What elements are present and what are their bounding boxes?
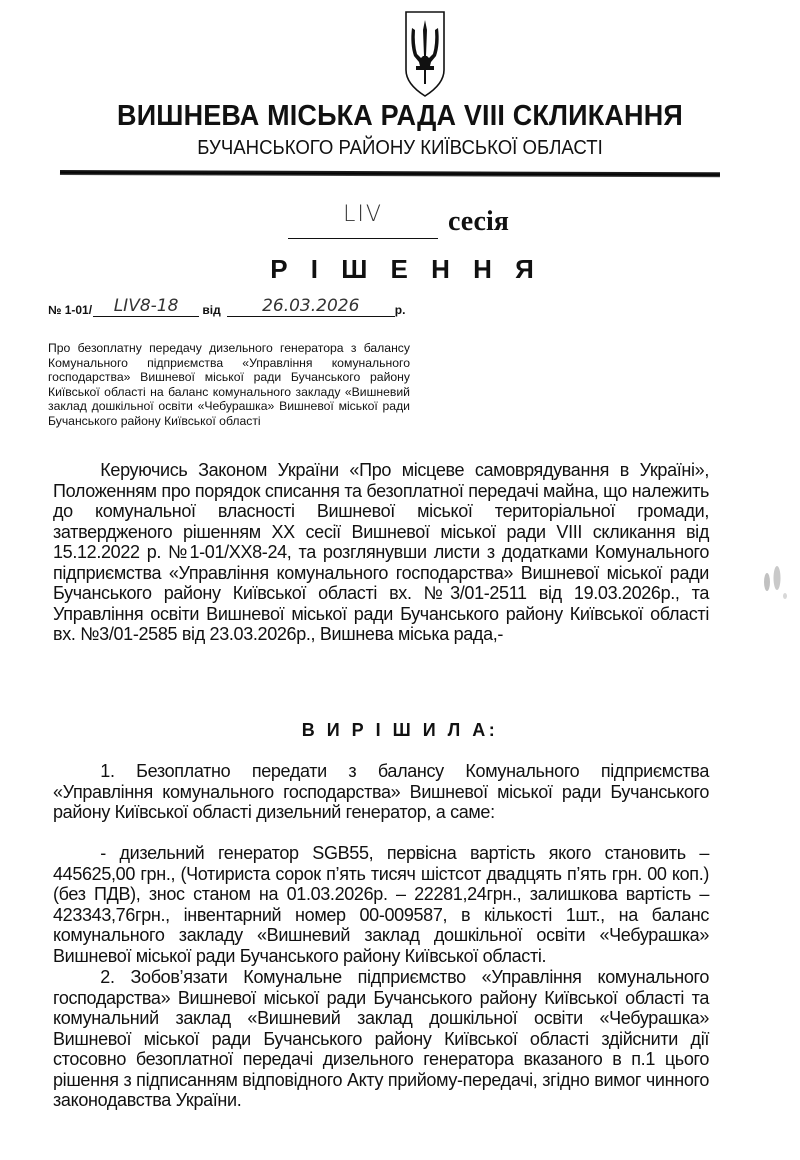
scan-smudge-mark <box>760 562 788 602</box>
decision-item-2: 2. Зобов’язати Комунальне підприємство «Управління комунального господарства» Вишневої міської ради Бучанського району Київської області та комунальний заклад «Вишневий заклад дошкільної освіти «Чебурашка» Вишневої міської ради Бучанського району Київської області здійснити дії стосовно безоплатної передачі дизельного генератора вказаного в п.1 цього рішення з підписанням відповідного Акту прийому-передачі, згідно вимог чинного законодавства України. <box>53 966 710 1110</box>
preamble-paragraph: Керуючись Законом України «Про місцеве самоврядування в Україні», Положенням про порядок списання та безоплатної передачі майна, що належить до комунальної власності Вишневої міської територіальної громади, затвердженого рішенням XX сесії Вишневої міської ради VIII скликання від 15.12.2022 р. №1-01/XX8-24, та розглянувши листи з додатками Комунального підприємства «Управління комунального господарства» Вишневої міської ради Бучанського району Київської області вх. №3/01-2511 від 19.03.2026р., та Управління освіти Вишневої міської ради Бучанського району Київської області вх. №3/01-2585 від 23.03.2026р., Вишнева міська рада,- <box>53 459 710 644</box>
reference-number-handwritten: LIV8-18 <box>93 296 199 317</box>
ukraine-trident-emblem-icon <box>404 10 446 98</box>
session-label: сесія <box>448 206 509 237</box>
header-divider <box>60 170 720 177</box>
resolved-heading: В И Р І Ш И Л А: <box>301 720 499 740</box>
session-number-handwritten: LIV <box>343 202 383 227</box>
reference-line <box>48 296 405 320</box>
council-name: ВИШНЕВА МІСЬКА РАДА VIII СКЛИКАННЯ <box>117 100 683 132</box>
reference-date-handwritten: 26.03.2026 <box>227 296 395 317</box>
decision-subject: Про безоплатну передачу дизельного генератора з балансу Комунального підприємства «Управління комунального господарства» Вишневої міської ради Бучанського району Київської області на баланс комунального закладу «Вишневий заклад дошкільної освіти «Чебурашка» Вишневої міської ради Бучанського району Київської області <box>48 341 410 428</box>
reference-from-label: від <box>202 303 221 317</box>
reference-suffix: р. <box>394 303 406 317</box>
reference-prefix: № 1-01/ <box>48 303 93 317</box>
decision-item-1-detail: - дизельний генератор SGB55, первісна вартість якого становить – 445625,00 грн., (Чотириста сорок п’ять тисяч шістсот двадцять п’ять грн. 00 коп.) (без ПДВ), знос станом на 01.03.2026р. – 22281,24грн., залишкова вартість – 423343,76грн., інвентарний номер 00-009587, в кількості 1шт., на баланс комунального закладу «Вишневий заклад дошкільної освіти «Чебурашка» Вишневої міської ради Бучанського району Київської області. <box>53 842 710 966</box>
document-title: Р І Ш Е Н Н Я <box>270 254 542 284</box>
council-district: БУЧАНСЬКОГО РАЙОНУ КИЇВСЬКОЇ ОБЛАСТІ <box>197 137 603 159</box>
decision-item-1: 1. Безоплатно передати з балансу Комунального підприємства «Управління комунального господарства» Вишневої міської ради Бучанського району Київської області дизельний генератор, а саме: <box>53 760 710 822</box>
